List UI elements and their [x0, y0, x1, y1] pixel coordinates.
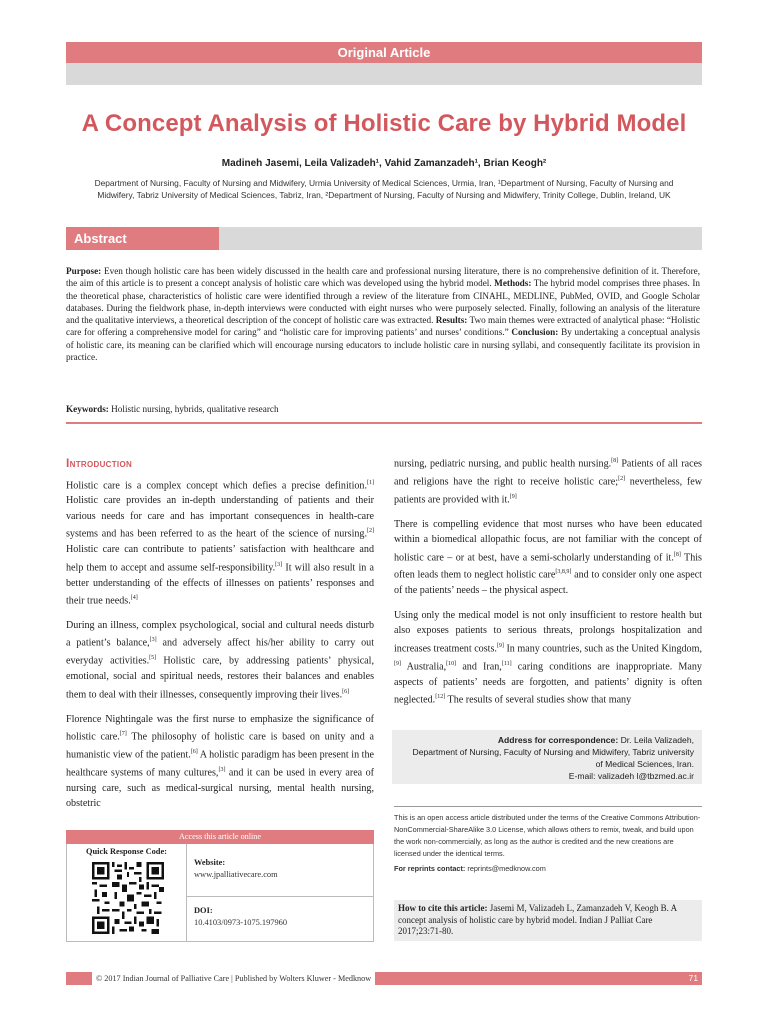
citation-ref[interactable]: [2]: [367, 528, 374, 535]
email-label: E-mail:: [568, 771, 596, 781]
correspondence-email-line: [400, 770, 694, 782]
correspondence-name: Dr. Leila Valizadeh,: [620, 735, 694, 745]
purpose-text: Even though holistic care has been widely discussed in the health care and professional nursing literature, there is no comprehensive definition of it. Therefore, the aim of this article is to present a concept analysis of holistic care which was developed using the hybrid model.: [66, 266, 701, 289]
citation-ref[interactable]: [12]: [435, 694, 446, 701]
email-link[interactable]: valizadeh l@tbzmed.ac.ir: [597, 771, 694, 781]
license-block: [394, 812, 702, 875]
citation-ref[interactable]: [8]: [673, 551, 681, 558]
authors: Madineh Jasemi, Leila Valizadeh¹, Vahid Zamanzadeh¹, Brian Keogh²: [221, 158, 547, 169]
left-column: [66, 456, 374, 821]
correspondence-box: [392, 730, 702, 784]
conclusion-label: Conclusion:: [511, 327, 559, 338]
citation-ref[interactable]: [3]: [149, 637, 157, 644]
access-divider-horizontal: [186, 896, 374, 897]
how-to-cite-label: How to cite this article:: [398, 903, 488, 913]
keywords-text: Holistic nursing, hybrids, qualitative research: [111, 404, 279, 414]
citation-ref[interactable]: [3,8,9]: [555, 569, 572, 576]
citation-ref[interactable]: [3]: [218, 766, 226, 773]
citation-ref[interactable]: [9]: [509, 493, 517, 500]
keywords-label: Keywords:: [66, 404, 109, 414]
access-heading: Access this article online: [66, 830, 374, 844]
doi-label: DOI:: [194, 906, 213, 915]
reprints-email[interactable]: reprints@medknow.com: [467, 864, 546, 873]
citation-ref[interactable]: [2]: [618, 475, 626, 482]
paragraph: nursing, pediatric nursing, and public health nursing.[8] Patients of all races and religions have the right to receive holistic care;[2] nevertheless, few patients are provided with it.[9]: [394, 458, 702, 506]
paragraph: Florence Nightingale was the first nurse to emphasize the significance of holistic care.[7] The philosophy of holistic care is based on unity and a humanistic view of the patient.[6] A holistic paradigm has been present in the healthcare systems of many cultures,[3] and it can be used in every area of nursing care, such as medical-surgical nursing, mental health nursing, obstetric: [66, 713, 374, 810]
paragraph: Using only the medical model is not only insufficient to restore health but also exposes patients to serious threats, prolongs hospitalization and increases treatment costs.[9] In many countries, such as the United Kingdom,[9] Australia,[10] and Iran,[11] caring conditions are inappropriate. Many aspects of patients’ needs are forgotten, and patients’ dignity is often neglected.[12] The results of several studies show that many: [394, 609, 702, 706]
article-type-label: Original Article: [337, 45, 431, 60]
results-label: Results:: [435, 315, 468, 326]
website-link[interactable]: www.jpalliativecare.com: [194, 870, 278, 879]
results-text: Two main themes were extracted of analytical phase: “Holistic care for offering a comprehensive model for caring” and “holistic care for improving patients’ and nurses’ conditions.”: [66, 315, 701, 338]
qr-code-graphic: [92, 862, 164, 934]
citation-ref[interactable]: [8]: [611, 458, 619, 464]
article-title: A Concept Analysis of Holistic Care by Hybrid Model: [81, 110, 687, 137]
citation-ref[interactable]: [6]: [342, 688, 350, 695]
citation-ref[interactable]: [1]: [367, 479, 374, 486]
header-grey-band: [66, 63, 702, 85]
qr-label: Quick Response Code:: [86, 847, 167, 856]
purpose-label: Purpose:: [66, 266, 102, 276]
reprints-line: [394, 863, 702, 875]
article-type-band: [66, 42, 702, 63]
doi-value[interactable]: 10.4103/0973-1075.197960: [194, 918, 288, 927]
paragraph: There is compelling evidence that most nurses who have been educated within a biomedical allopathic focus, are not familiar with the concept of holistic care – or at best, have a semi-scholarly understanding of it.[8] This often leads them to neglect holistic care[3,8,9] and to consider only one aspect of the patients’ needs – the physical aspect.: [394, 518, 702, 597]
how-to-cite-box: [394, 900, 702, 941]
affiliation-line: Department of Nursing, Faculty of Nursing and Midwifery, Urmia University of Medical Sciences, Urmia, Iran, ¹Department of Nursing, Faculty of Nursing and: [94, 178, 674, 188]
license-divider: [394, 806, 702, 807]
methods-text: The hybrid model comprises three phases. In the theoretical phase, characteristics of holistic care were identified through a review of the literature from CINAHL, MEDLINE, PubMed, OVID, and Google Scholar databases. During the fieldwork phase, in-depth interviews were conducted with eight nurses who were purposely selected. Finally, following an analysis of the literature and the qualitative interviews, a theoretical description of the concept of holistic care was extracted.: [66, 278, 700, 326]
right-column: [394, 454, 702, 717]
citation-ref[interactable]: [10]: [446, 660, 457, 667]
conclusion-text: By undertaking a conceptual analysis of holistic care, its meaning can be clarified which will encourage nursing educators to include holistic care in nursing syllabi, and consequently facilitate its provision in practice.: [66, 327, 701, 363]
affiliations: [80, 177, 688, 201]
paragraph: During an illness, complex psychological, social and cultural needs disturb a patient’s balance,[3] and adversely affect his/her ability to carry out everyday activities.[5] Holistic care, by addressing patients’ physical, emotional, social and spiritual needs, restores their balances and enables them to deal with their illnesses, consequently improving their lives.[6]: [66, 619, 374, 701]
how-to-cite-text: Jasemi M, Valizadeh L, Zamanzadeh V, Keogh B. A concept analysis of holistic care by hybrid model. Indian J Palliat Care 2017;23:71-80.: [398, 903, 677, 936]
correspondence-line: Department of Nursing, Faculty of Nursing and Midwifery, Tabriz university: [412, 747, 694, 757]
reprints-label: For reprints contact:: [394, 864, 466, 873]
footer-text: © 2017 Indian Journal of Palliative Care | Published by Wolters Kluwer - Medknow: [92, 972, 375, 985]
abstract-heading: Abstract: [74, 231, 127, 246]
affiliation-line: Midwifery, Tabriz University of Medical Sciences, Tabriz, Iran, ²Department of Nursing, Faculty of Nursing and Midwifery, Trinity College, Dublin, Ireland, UK: [97, 190, 671, 200]
correspondence-line: of Medical Sciences, Iran.: [595, 759, 694, 769]
citation-ref[interactable]: [3]: [275, 561, 283, 568]
citation-ref[interactable]: [6]: [190, 748, 198, 755]
citation-ref[interactable]: [7]: [119, 731, 127, 738]
citation-ref[interactable]: [5]: [149, 655, 157, 662]
citation-ref[interactable]: [9]: [496, 642, 504, 649]
abstract-heading-box: [66, 227, 219, 250]
access-divider-vertical: [186, 844, 187, 942]
keywords: [66, 404, 700, 414]
correspondence-title-line: [400, 734, 694, 746]
citation-ref[interactable]: [4]: [130, 595, 138, 602]
keywords-divider: [66, 422, 702, 424]
correspondence-label: Address for correspondence:: [497, 735, 619, 745]
paragraph: Holistic care is a complex concept which defies a precise definition.[1] Holistic care provides an in-depth understanding of patients and their various needs for care and has important consequences in health-care systems and has been referred to as the heart of the science of nursing.[2] Holistic care can contribute to patients’ satisfaction with healthcare and help them to accept and assume self-responsibility.[3] It will also result in a better understanding of the effects of illnesses on patients’ responses and their true needs.[4]: [66, 479, 374, 607]
citation-ref[interactable]: [11]: [501, 660, 512, 667]
section-heading-introduction: Introduction: [66, 456, 133, 470]
citation-ref[interactable]: [9]: [394, 660, 401, 667]
page-number: 71: [688, 973, 698, 983]
website-label: Website:: [194, 858, 226, 867]
qr-code-icon[interactable]: [92, 862, 164, 934]
methods-label: Methods:: [494, 278, 532, 289]
abstract-body: [66, 265, 700, 363]
license-text: This is an open access article distributed under the terms of the Creative Commons Attribution-NonCommercial-ShareAlike 3.0 License, which allows others to remix, tweak, and build upon the work non-commercially, as long as the author is credited and the new creations are licensed under the identical terms.: [394, 813, 701, 858]
